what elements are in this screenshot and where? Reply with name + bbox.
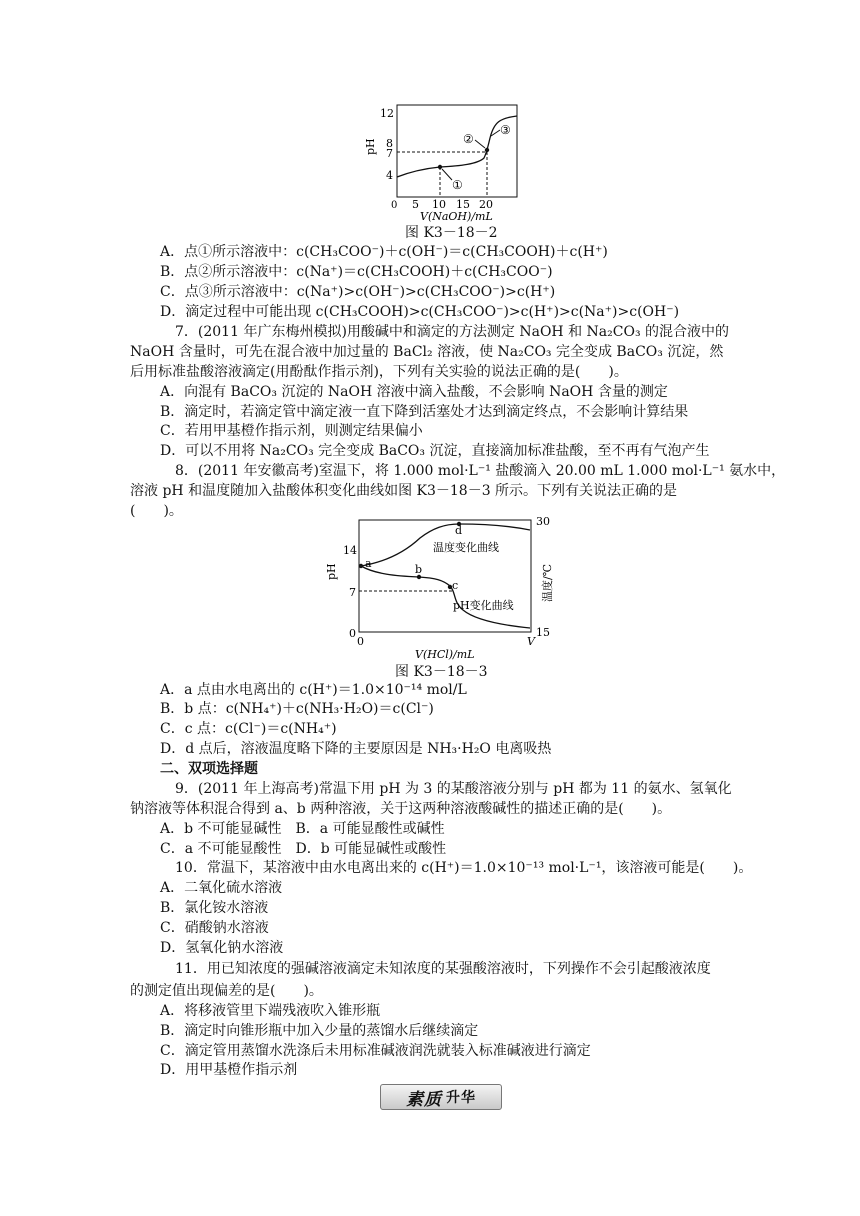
q7-line-1: 7．(2011 年广东梅州模拟)用酸碱中和滴定的方法测定 NaOH 和 Na₂CO₃ 的混合液中的 [175,324,730,340]
q7-line-3: 后用标准盐酸溶液滴定(用酚酞作指示剂)，下列有关实验的说法正确的是( )。 [130,364,628,380]
section-banner [380,1084,502,1110]
q8-line-2: 溶液 pH 和温度随加入盐酸体积变化曲线如图 K3－18－3 所示。下列有关说法正确的是 [130,483,678,499]
q11-option-d: D．用甲基橙作指示剂 [160,1062,298,1078]
y-axis-label: pH [364,138,377,155]
ph-curve-label: pH变化曲线 [453,599,514,612]
q11-option-b: B．滴定时向锥形瓶中加入少量的蒸馏水后继续滴定 [160,1023,479,1039]
y-tick-8: 8 [386,137,393,150]
ph-curve [361,566,530,628]
q9-line-1: 9．(2011 年上海高考)常温下用 pH 为 3 的某酸溶液分别与 pH 都为 11 的氨水、氢氧化 [175,781,732,797]
point-b-label: b [415,563,423,576]
q6-option-b: B．点②所示溶液中：c(Na⁺)＝c(CH₃COOH)＋c(CH₃COO⁻) [160,264,553,280]
q11-option-c: C．滴定管用蒸馏水洗涤后未用标准碱液润洗就装入标准碱液进行滴定 [160,1043,591,1059]
q9-options-cd: C．a 不可能显酸性 D．b 可能显碱性或酸性 [160,841,447,857]
point-a-marker [359,564,363,568]
figure-1-caption: 图 K3－18－2 [405,225,498,241]
q10-line-1: 10．常温下，某溶液中由水电离出来的 c(H⁺)＝1.0×10⁻¹³ mol·L⁻¹，该溶液可能是( )。 [175,860,753,876]
y-axis-label-temperature: 温度/℃ [541,563,554,602]
left-tick-14: 14 [343,544,357,557]
x-tick-10: 10 [432,198,446,211]
point-1-marker [438,165,442,169]
q10-option-d: D．氢氧化钠水溶液 [160,940,284,956]
left-tick-0: 0 [349,627,356,640]
point-2-label: ② [463,132,474,146]
x-tick-v: V [527,635,535,648]
q7-line-2: NaOH 含量时，可先在混合液中加过量的 BaCl₂ 溶液，使 Na₂CO₃ 完全变成 BaCO₃ 沉淀，然 [130,344,724,360]
q8-option-b: B．b 点：c(NH₄⁺)＋c(NH₃·H₂O)＝c(Cl⁻) [160,701,434,717]
point-d-label: d [455,524,463,537]
point-3-label: ③ [500,123,511,137]
q9-line-2: 钠溶液等体积混合得到 a、b 两种溶液，关于这两种溶液酸碱性的描述正确的是( )。 [130,801,672,817]
section-heading-double-choice: 二、双项选择题 [160,761,258,777]
x-axis-label: V(HCl)/mL [415,648,475,660]
y-tick-12: 12 [380,107,394,120]
q8-line-1: 8．(2011 年安徽高考)室温下，将 1.000 mol·L⁻¹ 盐酸滴入 20.00 mL 1.000 mol·L⁻¹ 氨水中， [175,463,786,479]
y-tick-7: 7 [386,147,393,160]
q8-line-3: ( )。 [130,503,183,519]
point-2-marker [485,148,489,152]
point-a-label: a [365,557,372,570]
q6-option-d: D．滴定过程中可能出现 c(CH₃COOH)>c(CH₃COO⁻)>c(H⁺)>c(Na⁺)>c(OH⁻) [160,304,680,320]
q7-option-b: B．滴定时，若滴定管中滴定液一直下降到活塞处才达到滴定终点，不会影响计算结果 [160,404,689,420]
figure-2-caption: 图 K3－18－3 [395,664,488,680]
q10-option-b: B．氯化铵水溶液 [160,900,269,916]
q7-option-a: A．向混有 BaCO₃ 沉淀的 NaOH 溶液中滴入盐酸，不会影响 NaOH 含量的测定 [160,384,668,400]
plot-frame [359,520,531,632]
banner-part-1: 素质 [406,1089,442,1110]
temperature-curve-label: 温度变化曲线 [433,541,499,554]
y-tick-4: 4 [386,169,393,182]
titration-curve [397,116,517,177]
point-2-leader [475,140,485,148]
origin-label: 0 [391,200,398,211]
q7-option-d: D．可以不用将 Na₂CO₃ 完全变成 BaCO₃ 沉淀，直接滴加标准盐酸，至不再有气泡产生 [160,443,710,459]
q8-option-c: C．c 点：c(Cl⁻)＝c(NH₄⁺) [160,721,337,737]
q8-option-d: D．d 点后，溶液温度略下降的主要原因是 NH₃·H₂O 电离吸热 [160,741,552,757]
x-axis-label: V(NaOH)/mL [420,210,493,223]
x-tick-20: 20 [479,198,493,211]
point-c-label: c [452,579,459,592]
q10-option-c: C．硝酸钠水溶液 [160,920,269,936]
q10-option-a: A．二氧化硫水溶液 [160,880,283,896]
q9-options-ab: A．b 不可能显碱性 B．a 可能显酸性或碱性 [160,821,445,837]
q6-option-c: C．点③所示溶液中：c(Na⁺)>c(OH⁻)>c(CH₃COO⁻)>c(H⁺) [160,284,556,300]
right-tick-30: 30 [536,515,550,528]
point-1-label: ① [452,178,463,192]
x-tick-0: 0 [357,635,364,648]
right-tick-15: 15 [536,626,550,639]
q11-line-2: 的测定值出现偏差的是( )。 [130,983,323,999]
q11-option-a: A．将移液管里下端残液吹入锥形瓶 [160,1003,381,1019]
y-axis-label-ph: pH [325,563,338,580]
left-tick-7: 7 [349,586,356,599]
q6-option-a: A．点①所示溶液中：c(CH₃COO⁻)＋c(OH⁻)＝c(CH₃COOH)＋c(H⁺) [160,244,608,260]
q7-option-c: C．若用甲基橙作指示剂，则测定结果偏小 [160,423,423,439]
point-1-leader [442,169,452,180]
q11-line-1: 11．用已知浓度的强碱溶液滴定未知浓度的某强酸溶液时，下列操作不会引起酸液浓度 [175,961,711,977]
banner-part-2: 升华 [446,1090,476,1106]
x-tick-5: 5 [412,198,419,211]
x-tick-15: 15 [456,198,470,211]
titration-temperature-figure-k3-18-3 [325,512,565,660]
titration-figure-k3-18-2 [360,100,540,225]
q8-option-a: A．a 点由水电离出的 c(H⁺)＝1.0×10⁻¹⁴ mol/L [160,682,467,698]
